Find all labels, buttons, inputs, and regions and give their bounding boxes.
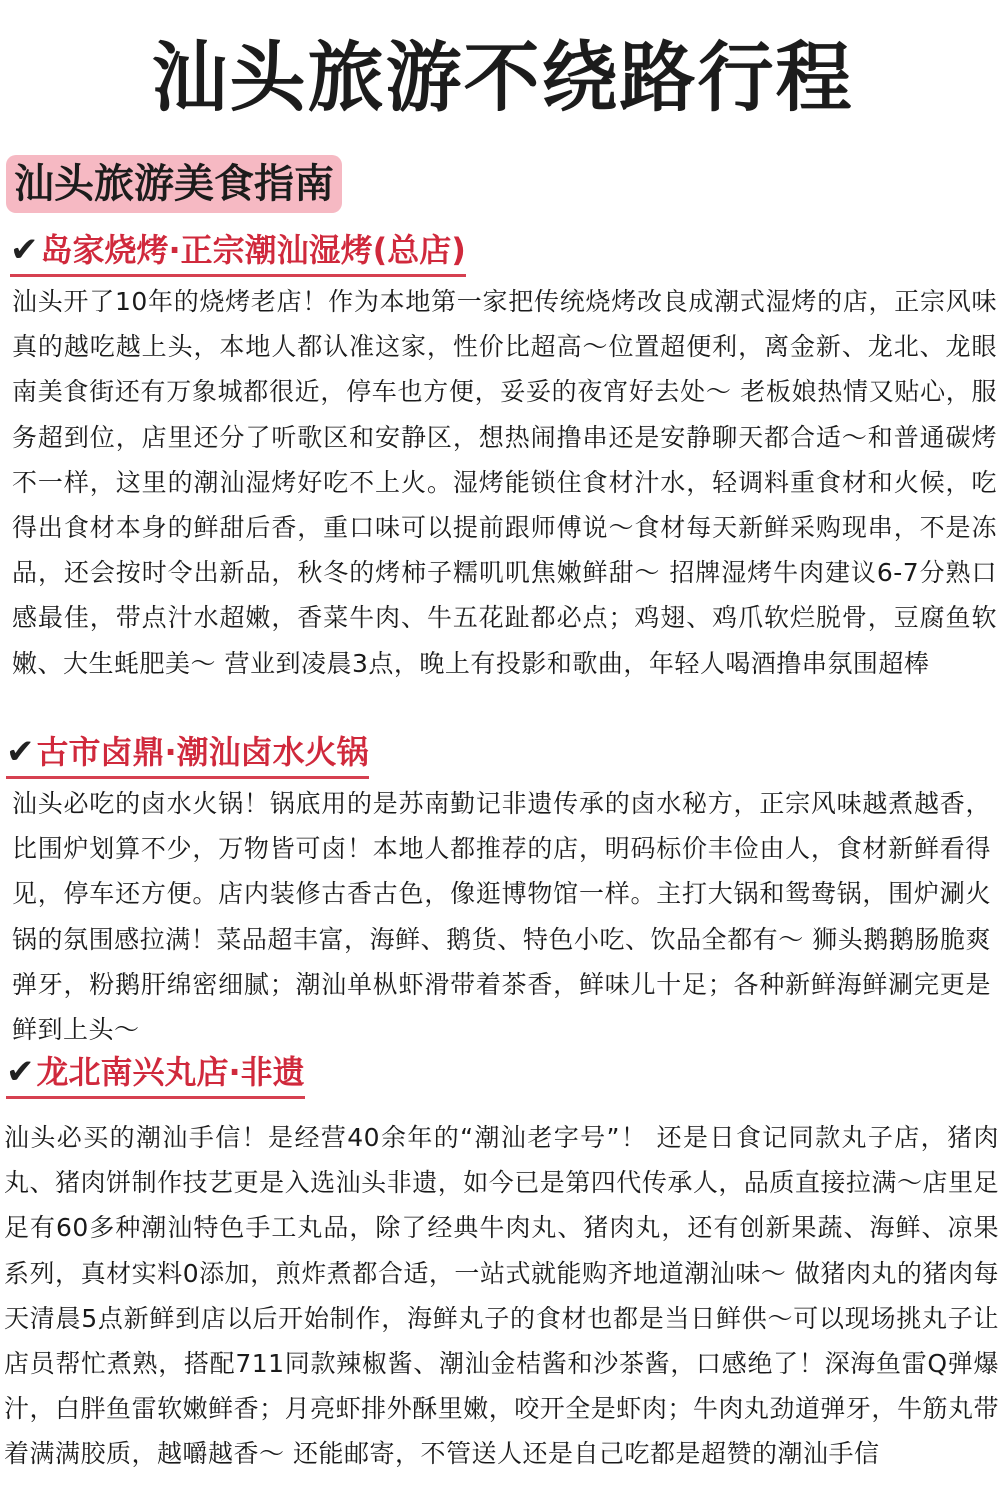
shop-heading [6, 730, 369, 779]
page-title: 汕头旅游不绕路行程 [151, 33, 854, 122]
check-icon: ✔ [6, 1052, 35, 1092]
shop-heading [6, 1050, 305, 1099]
shop-description: 汕头必吃的卤水火锅！锅底用的是苏南勤记非遗传承的卤水秘方，正宗风味越煮越香，比围炉划算不少，万物皆可卤！本地人都推荐的店，明码标价丰俭由人，食材新鲜看得见，停车还方便。店内装修古香古色，像逛博物馆一样。主打大锅和鸳鸯锅，围炉涮火锅的氛围感拉满！菜品超丰富，海鲜、鹅货、特色小吃、饮品全都有～ 狮头鹅鹅肠脆爽弹牙，粉鹅肝绵密细腻；潮汕单枞虾滑带着茶香，鲜味儿十足；各种新鲜海鲜涮完更是鲜到上头～ [12, 789, 991, 1045]
shop-description: 汕头必买的潮汕手信！是经营40余年的“潮汕老字号”！ 还是日食记同款丸子店，猪肉丸、猪肉饼制作技艺更是入选汕头非遗，如今已是第四代传承人，品质直接拉满～店里足足有60多种潮汕特色手工丸品，除了经典牛肉丸、猪肉丸，还有创新果蔬、海鲜、凉果系列，真材实料0添加，煎炸煮都合适，一站式就能购齐地道潮汕味～ 做猪肉丸的猪肉每天清晨5点新鲜到店以后开始制作，海鲜丸子的食材也都是当日鲜供～可以现场挑丸子让店员帮忙煮熟，搭配711同款辣椒酱、潮汕金桔酱和沙茶酱，口感绝了！深海鱼雷Q弹爆汁，白胖鱼雷软嫩鲜香；月亮虾排外酥里嫩，咬开全是虾肉；牛肉丸劲道弹牙，牛筋丸带着满满胶质，越嚼越香～ 还能邮寄，不管送人还是自己吃都是超赞的潮汕手信 [4, 1123, 999, 1469]
section-tag: 汕头旅游美食指南 [6, 155, 342, 213]
shop-description: 汕头开了10年的烧烤老店！作为本地第一家把传统烧烤改良成潮式湿烤的店，正宗风味真的越吃越上头，本地人都认准这家，性价比超高～位置超便利，离金新、龙北、龙眼南美食街还有万象城都很近，停车也方便，妥妥的夜宵好去处～ 老板娘热情又贴心，服务超到位，店里还分了听歌区和安静区，想热闹撸串还是安静聊天都合适～和普通碳烤不一样，这里的潮汕湿烤好吃不上火。湿烤能锁住食材汁水，轻调料重食材和火候，吃得出食材本身的鲜甜后香，重口味可以提前跟师傅说～食材每天新鲜采购现串，不是冻品，还会按时令出新品，秋冬的烤柿子糯叽叽焦嫩鲜甜～ 招牌湿烤牛肉建议6-7分熟口感最佳，带点汁水超嫩，香菜牛肉、牛五花趾都必点；鸡翅、鸡爪软烂脱骨，豆腐鱼软嫩、大生蚝肥美～ 营业到凌晨3点，晚上有投影和歌曲，年轻人喝酒撸串氛围超棒 [12, 287, 997, 678]
shop-entry-daojia [0, 228, 1005, 686]
shop-name: 龙北南兴丸店·非遗 [36, 1053, 305, 1091]
check-icon: ✔ [6, 732, 35, 772]
shop-name: 古市卤鼎·潮汕卤水火锅 [36, 733, 369, 771]
shop-heading [10, 228, 466, 277]
shop-name: 岛家烧烤·正宗潮汕湿烤(总店) [40, 231, 466, 269]
shop-entry-longbei [0, 1050, 1005, 1477]
shop-entry-gushi [0, 730, 1005, 1052]
check-icon: ✔ [10, 230, 39, 270]
